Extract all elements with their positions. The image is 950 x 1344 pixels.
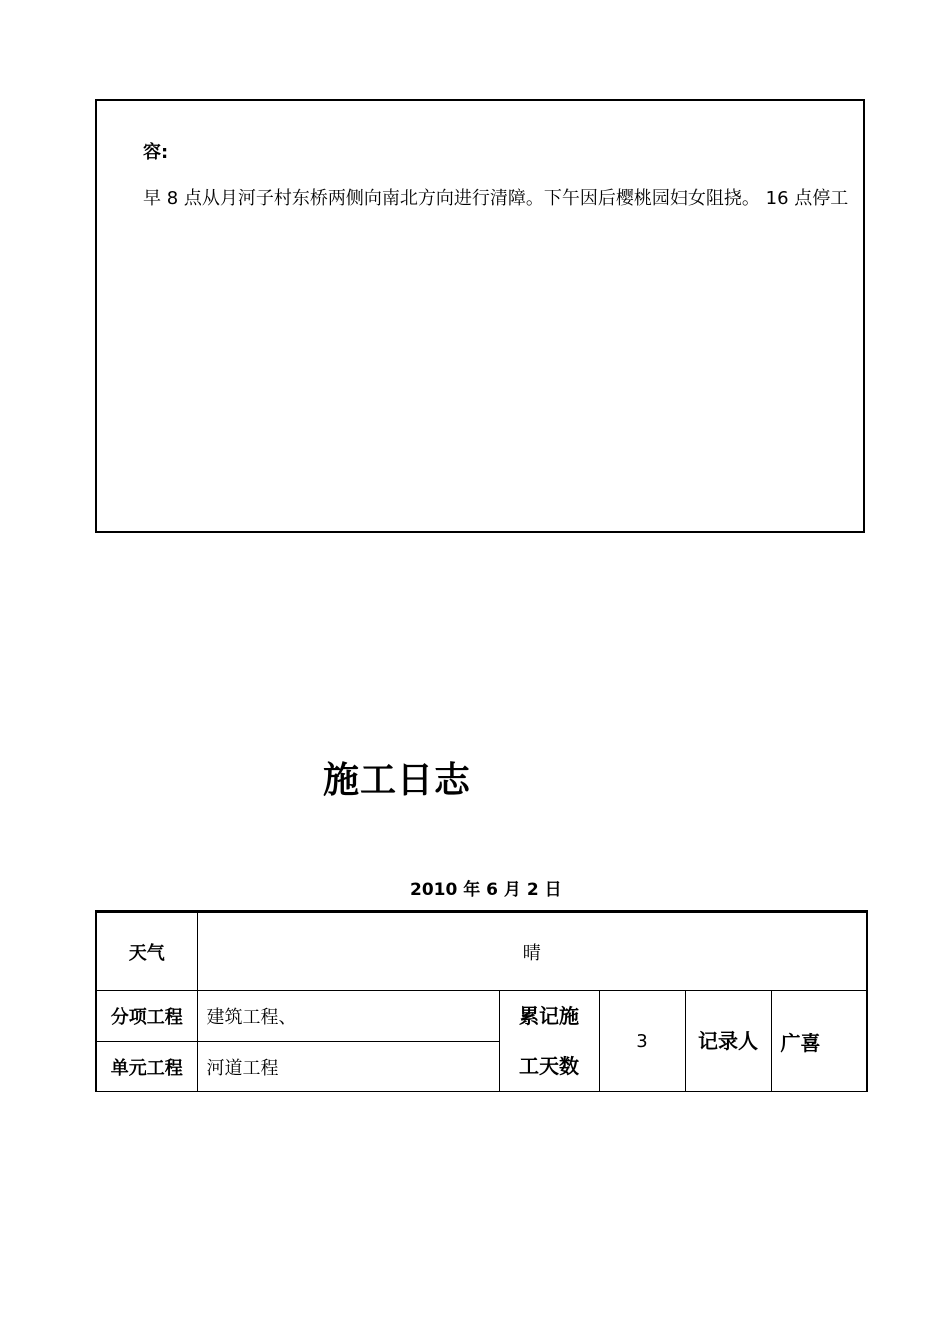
cumulative-days-value: 3 xyxy=(599,991,685,1092)
cumulative-label-line2: 工天数 xyxy=(519,1054,579,1078)
recorder-value: 广喜 xyxy=(771,991,867,1092)
unit-label: 单元工程 xyxy=(96,1042,197,1092)
recorder-label: 记录人 xyxy=(685,991,771,1092)
content-label: 容: xyxy=(143,142,169,163)
log-date: 2010 年 6 月 2 日 xyxy=(410,880,562,900)
content-text: 早 8 点从月河子村东桥两侧向南北方向进行清障。下午因后樱桃园妇女阻挠。 16 点停工 xyxy=(143,188,849,209)
cumulative-days-label xyxy=(499,991,599,1092)
subitem-label: 分项工程 xyxy=(96,991,197,1042)
table-row-weather xyxy=(96,912,867,991)
weather-value: 晴 xyxy=(197,912,867,991)
table-row-subitem xyxy=(96,991,867,1042)
cumulative-label-line1: 累记施 xyxy=(519,1004,579,1028)
log-info-table xyxy=(95,910,868,1092)
page-title: 施工日志 xyxy=(323,760,472,801)
construction-content-box xyxy=(95,99,865,533)
weather-label: 天气 xyxy=(96,912,197,991)
subitem-value: 建筑工程、 xyxy=(197,991,499,1042)
unit-value: 河道工程 xyxy=(197,1042,499,1092)
